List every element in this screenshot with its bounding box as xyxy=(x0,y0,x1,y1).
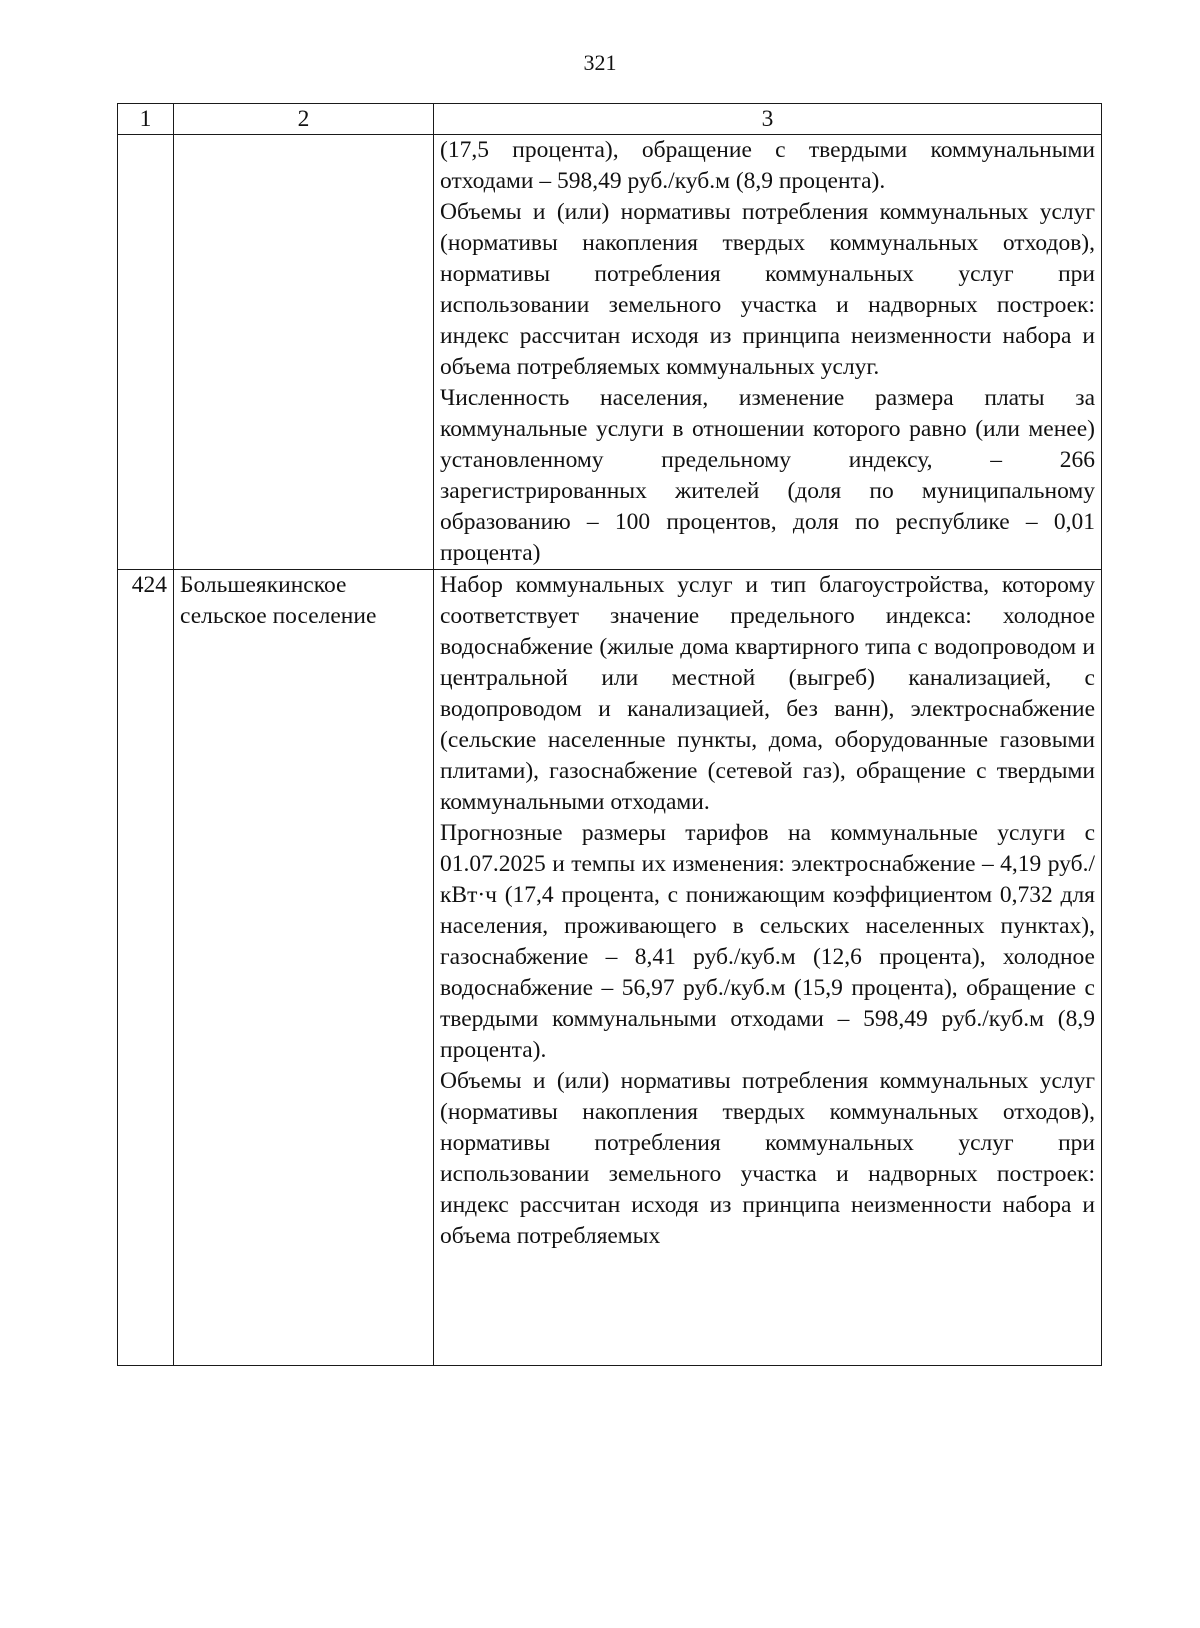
row-description xyxy=(434,135,1102,570)
row-description xyxy=(434,570,1102,1366)
page-number: 321 xyxy=(583,50,617,75)
settlement-name: Большеякинское сельское поселение xyxy=(174,570,434,1366)
description-paragraph: Объемы и (или) нормативы потребления коммунальных услуг (нормативы накопления твердых коммунальных отходов), нормативы потребления коммунальных услуг при использовании земельного участка и надворных построек: индекс рассчитан исходя из принципа неизменности набора и объема потребляемых коммунальных услуг. xyxy=(440,199,1095,380)
row-number xyxy=(118,135,174,570)
header-col-3: 3 xyxy=(434,104,1102,135)
row-number: 424 xyxy=(118,570,174,1366)
tariff-table xyxy=(117,103,1102,1366)
table-header-row xyxy=(118,104,1102,135)
description-paragraph: (17,5 процента), обращение с твердыми коммунальными отходами – 598,49 руб./куб.м (8,9 процента). xyxy=(440,137,1095,194)
header-col-2: 2 xyxy=(174,104,434,135)
header-col-1: 1 xyxy=(118,104,174,135)
table-row xyxy=(118,135,1102,570)
description-paragraph: Набор коммунальных услуг и тип благоустройства, которому соответствует значение предельного индекса: холодное водоснабжение (жилые дома квартирного типа с водопроводом и центральной или местной (выгреб) канализацией, с водопроводом и канализацией, без ванн), электроснабжение (сельские населенные пункты, дома, оборудованные газовыми плитами), газоснабжение (сетевой газ), обращение с твердыми коммунальными отходами. xyxy=(440,572,1095,815)
settlement-name xyxy=(174,135,434,570)
description-paragraph: Прогнозные размеры тарифов на коммунальные услуги с 01.07.2025 и темпы их изменения: электроснабжение – 4,19 руб./кВт·ч (17,4 процента, с понижающим коэффициентом 0,732 для населения, проживающего в сельских населенных пунктах), газоснабжение – 8,41 руб./куб.м (12,6 процента), холодное водоснабжение – 56,97 руб./куб.м (15,9 процента), обращение с твердыми коммунальными отходами – 598,49 руб./куб.м (8,9 процента). xyxy=(440,820,1095,1063)
description-paragraph: Численность населения, изменение размера платы за коммунальные услуги в отношении которого равно (или менее) установленному предельному индексу, – 266 зарегистрированных жителей (доля по муниципальному образованию – 100 процентов, доля по республике – 0,01 процента) xyxy=(440,385,1095,566)
table-row xyxy=(118,570,1102,1366)
description-paragraph: Объемы и (или) нормативы потребления коммунальных услуг (нормативы накопления твердых коммунальных отходов), нормативы потребления коммунальных услуг при использовании земельного участка и надворных построек: индекс рассчитан исходя из принципа неизменности набора и объема потребляемых xyxy=(440,1068,1095,1249)
